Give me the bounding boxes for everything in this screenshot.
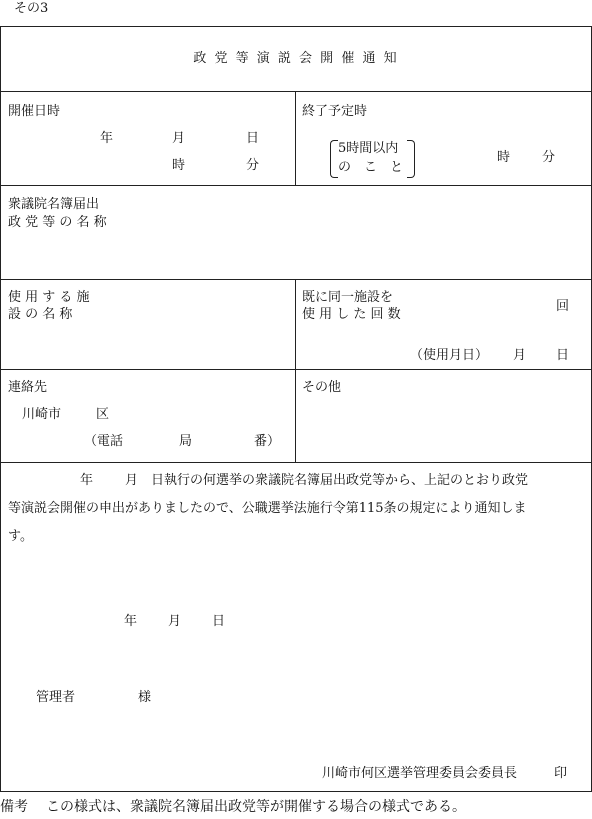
start-month-unit: 月 xyxy=(172,131,186,146)
end-time-note-line2: の こ と xyxy=(338,160,404,175)
end-minute-unit: 分 xyxy=(542,150,556,165)
contact-label: 連絡先 xyxy=(8,380,48,395)
seal-mark: 印 xyxy=(554,766,568,781)
contact-number-unit: 番） xyxy=(254,434,281,449)
start-year-unit: 年 xyxy=(100,131,114,146)
note-bracket-right xyxy=(407,140,415,178)
start-time-label: 開催日時 xyxy=(8,104,61,119)
sender-name: 川崎市何区選挙管理委員会委員長 xyxy=(322,766,518,781)
note-bracket-left xyxy=(330,140,338,178)
notice-year-unit: 年 xyxy=(80,473,94,488)
notice-month-unit: 月 xyxy=(125,473,139,488)
facility-label-line1: 使 用 す る 施 xyxy=(8,290,90,305)
other-label: その他 xyxy=(302,380,342,395)
issue-day-unit: 日 xyxy=(212,614,226,629)
end-time-label: 終了予定時 xyxy=(302,104,368,119)
notice-line1: 日執行の何選挙の衆議院名簿届出政党等から、上記のとおり政党 xyxy=(151,473,529,488)
remark-label: 備考 xyxy=(0,799,28,815)
contact-phone-open: （電話 xyxy=(84,434,124,449)
start-day-unit: 日 xyxy=(246,131,260,146)
start-hour-unit: 時 xyxy=(172,158,186,173)
contact-exchange-unit: 局 xyxy=(179,434,193,449)
prior-use-date-label: （使用月日） xyxy=(410,348,489,363)
prior-use-label-line1: 既に同一施設を xyxy=(302,290,394,305)
prior-use-count-unit: 回 xyxy=(556,299,570,314)
notice-line2: 等演説会開催の申出がありましたので、公職選挙法施行令第115条の規定により通知しま xyxy=(8,501,527,516)
start-minute-unit: 分 xyxy=(246,158,260,173)
end-time-note-line1: 5時間以内 xyxy=(338,141,399,156)
form-number: その3 xyxy=(14,1,49,16)
recipient-honorific: 様 xyxy=(138,690,152,705)
notice-line3: す。 xyxy=(8,529,33,544)
prior-use-day-unit: 日 xyxy=(556,348,570,363)
facility-label-line2: 設 の 名 称 xyxy=(8,307,73,322)
party-label-line1: 衆議院名簿届出 xyxy=(8,197,100,212)
document-title: 政 党 等 演 説 会 開 催 通 知 xyxy=(193,51,399,66)
recipient-label: 管理者 xyxy=(36,690,76,705)
issue-month-unit: 月 xyxy=(168,614,182,629)
prior-use-month-unit: 月 xyxy=(513,348,527,363)
end-hour-unit: 時 xyxy=(497,150,511,165)
prior-use-label-line2: 使 用 し た 回 数 xyxy=(302,307,401,322)
contact-ward-unit: 区 xyxy=(96,407,110,422)
remark-text: この様式は、衆議院名簿届出政党等が開催する場合の様式である。 xyxy=(46,799,466,815)
issue-year-unit: 年 xyxy=(124,614,138,629)
contact-city: 川崎市 xyxy=(22,407,62,422)
party-label-line2: 政 党 等 の 名 称 xyxy=(8,215,107,230)
